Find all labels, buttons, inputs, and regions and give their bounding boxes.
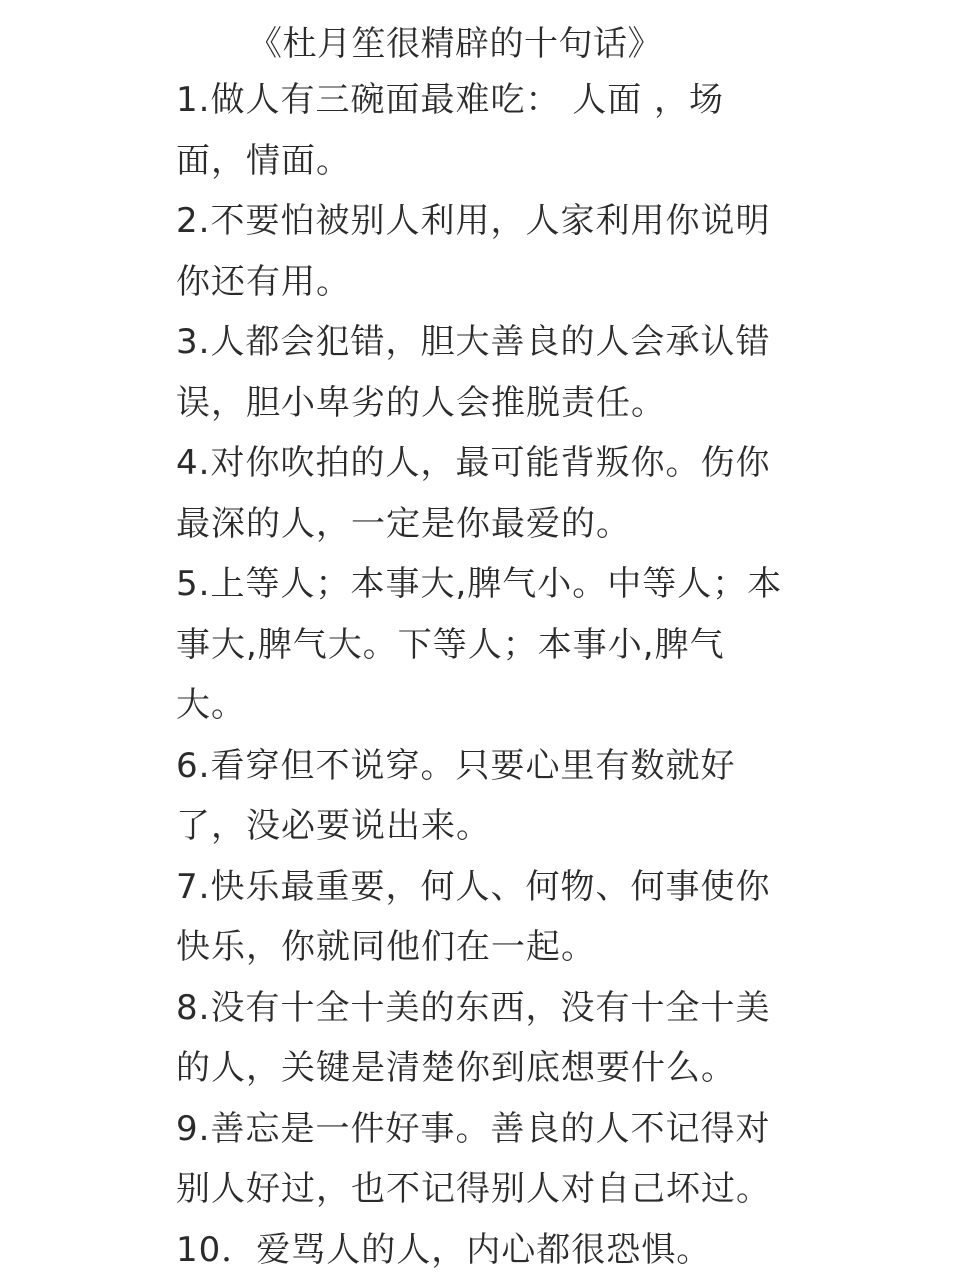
quote-item-3: 3.人都会犯错，胆大善良的人会承认错误，胆小卑劣的人会推脱责任。 (176, 322, 771, 423)
quote-item-10: 10．爱骂人的人，内心都很恐惧。 (176, 1229, 712, 1270)
quote-item-1: 1.做人有三碗面最难吃： 人面 ，场面，情面。 (176, 80, 725, 181)
quote-item-7: 7.快乐最重要，何人、何物、何事使你快乐，你就同他们在一起。 (176, 866, 771, 967)
page-title: 《杜月笙很精辟的十句话》 (248, 24, 662, 64)
quote-item-4: 4.对你吹拍的人，最可能背叛你。伤你最深的人，一定是你最爱的。 (176, 443, 771, 544)
quote-item-6: 6.看穿但不说穿。只要心里有数就好了，没必要说出来。 (176, 745, 736, 846)
quote-item-8: 8.没有十全十美的东西，没有十全十美的人，关键是清楚你到底想要什么。 (176, 987, 771, 1088)
quote-item-2: 2.不要怕被别人利用，人家利用你说明你还有用。 (176, 201, 771, 302)
quote-item-5: 5.上等人；本事大,脾气小。中等人；本事大,脾气大。下等人；本事小,脾气大。 (176, 564, 783, 725)
quote-list (176, 70, 791, 1280)
quote-item-9: 9.善忘是一件好事。善良的人不记得对别人好过，也不记得别人对自己坏过。 (176, 1108, 771, 1209)
